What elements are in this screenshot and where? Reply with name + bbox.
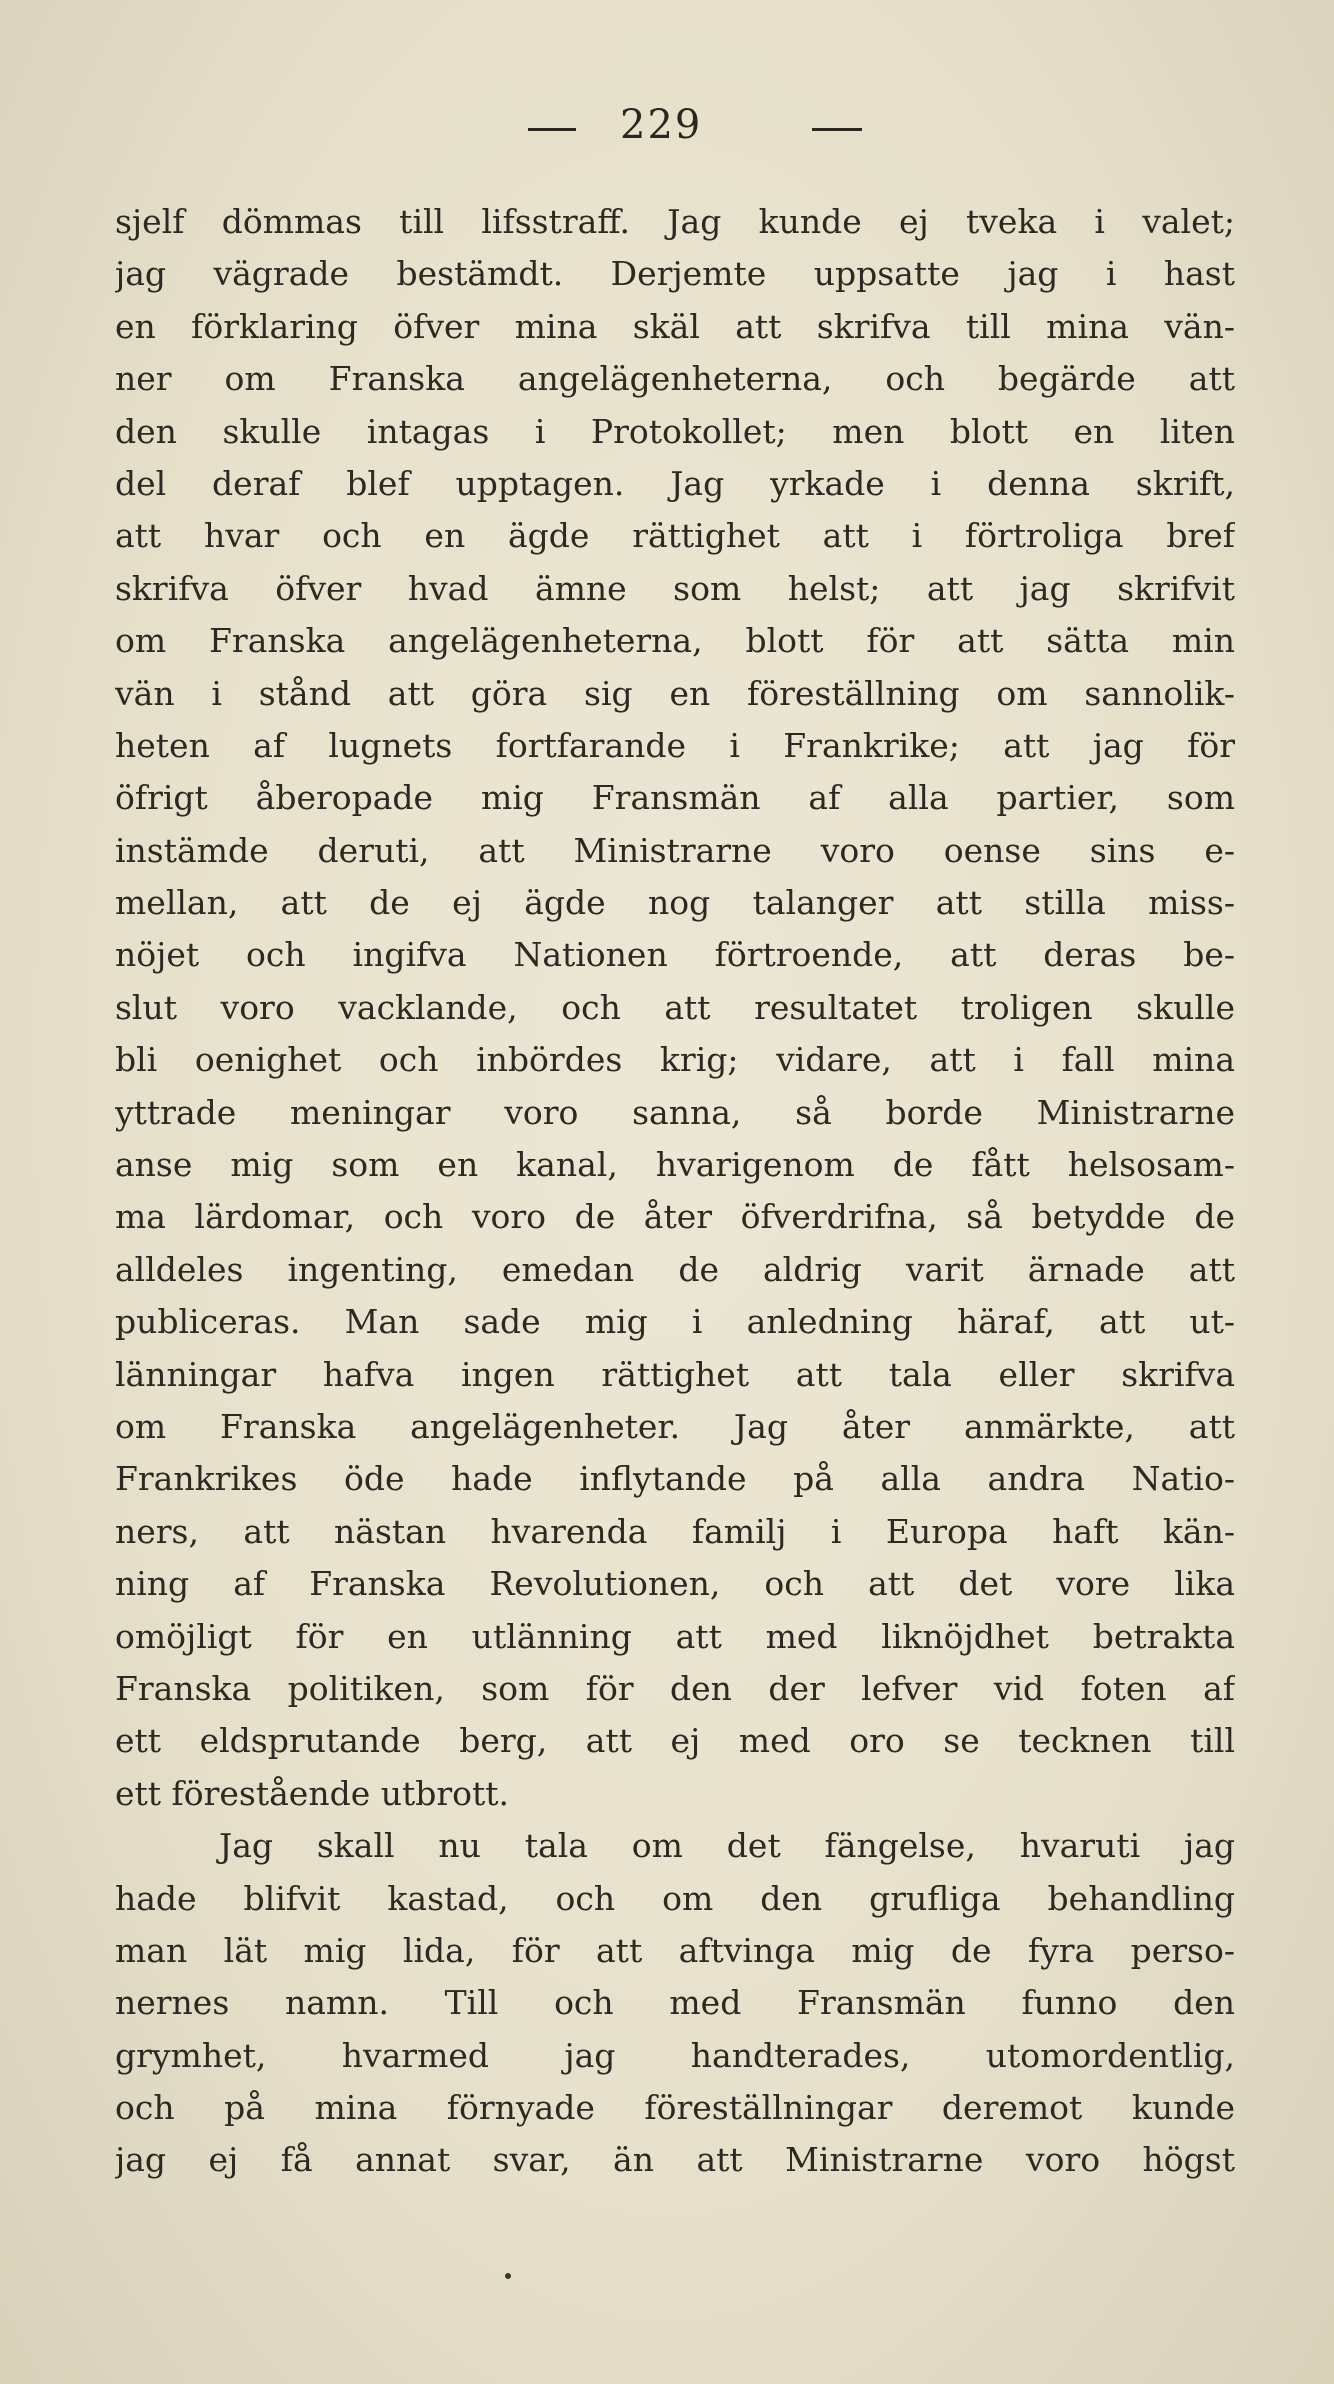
text-line: yttrade meningar voro sanna, så borde Ministrarne	[115, 1092, 1235, 1132]
text-line: sjelf dömmas till lifsstraff. Jag kunde ej tveka i valet;	[115, 202, 1235, 241]
text-line: skrifva öfver hvad ämne som helst; att jag skrifvit	[115, 568, 1235, 608]
text-line: publiceras. Man sade mig i anledning häraf, att ut-	[115, 1302, 1235, 1342]
text-line: del deraf blef upptagen. Jag yrkade i denna skrift,	[115, 463, 1235, 503]
text-line: öfrigt åberopade mig Fransmän af alla partier, som	[115, 778, 1235, 818]
text-line: ett förestående utbrott.	[115, 1773, 510, 1813]
text-line: alldeles ingenting, emedan de aldrig varit ärnade att	[115, 1249, 1235, 1289]
body-text	[115, 196, 1235, 2187]
text-line: nöjet och ingifva Nationen förtroende, att deras be-	[115, 935, 1235, 975]
text-line: grymhet, hvarmed jag handterades, utomordentlig,	[115, 2035, 1235, 2075]
page-number: 229	[620, 102, 703, 148]
text-line: ma lärdomar, och voro de åter öfverdrifna, så betydde de	[115, 1197, 1235, 1237]
text-line: heten af lugnets fortfarande i Frankrike; att jag för	[115, 725, 1235, 765]
header-rule-left	[528, 128, 576, 131]
text-line: hade blifvit kastad, och om den grufliga behandling	[115, 1878, 1235, 1918]
text-line-paragraph-start: Jag skall nu tala om det fängelse, hvaruti jag	[219, 1826, 1235, 1866]
text-line: bli oenighet och inbördes krig; vidare, att i fall mina	[115, 1040, 1235, 1080]
text-line: om Franska angelägenheter. Jag åter anmärkte, att	[115, 1406, 1235, 1446]
page-header	[0, 102, 1334, 162]
text-line: anse mig som en kanal, hvarigenom de fått helsosam-	[115, 1145, 1235, 1185]
text-line: om Franska angelägenheterna, blott för att sätta min	[115, 621, 1235, 661]
text-line: en förklaring öfver mina skäl att skrifva till mina vän-	[115, 306, 1235, 346]
text-line: den skulle intagas i Protokollet; men blott en liten	[115, 411, 1235, 451]
text-line: mellan, att de ej ägde nog talanger att stilla miss-	[115, 883, 1235, 923]
text-line: ners, att nästan hvarenda familj i Europa haft kän-	[115, 1511, 1235, 1551]
text-line: Frankrikes öde hade inflytande på alla andra Natio-	[115, 1459, 1235, 1499]
text-line: att hvar och en ägde rättighet att i förtroliga bref	[115, 516, 1235, 556]
text-line: Franska politiken, som för den der lefver vid foten af	[115, 1668, 1235, 1708]
text-line: länningar hafva ingen rättighet att tala eller skrifva	[115, 1354, 1235, 1394]
text-line: slut voro vacklande, och att resultatet troligen skulle	[115, 987, 1235, 1027]
text-line: ner om Franska angelägenheterna, och begärde att	[115, 359, 1235, 399]
text-line: och på mina förnyade föreställningar deremot kunde	[115, 2088, 1235, 2128]
text-line: jag ej få annat svar, än att Ministrarne voro högst	[115, 2140, 1235, 2180]
text-line: vän i stånd att göra sig en föreställning om sannolik-	[115, 673, 1235, 713]
text-line: nernes namn. Till och med Fransmän funno den	[115, 1983, 1235, 2023]
text-line: man lät mig lida, för att aftvinga mig de fyra perso-	[115, 1930, 1235, 1970]
text-line: instämde deruti, att Ministrarne voro oense sins e-	[115, 830, 1235, 870]
ink-dot	[505, 2273, 511, 2279]
text-line: jag vägrade bestämdt. Derjemte uppsatte jag i hast	[115, 254, 1235, 294]
text-line: ning af Franska Revolutionen, och att det vore lika	[115, 1564, 1235, 1604]
text-line: omöjligt för en utlänning att med liknöjdhet betrakta	[115, 1616, 1235, 1656]
header-rule-right	[812, 128, 862, 131]
text-line: ett eldsprutande berg, att ej med oro se tecknen till	[115, 1721, 1235, 1761]
